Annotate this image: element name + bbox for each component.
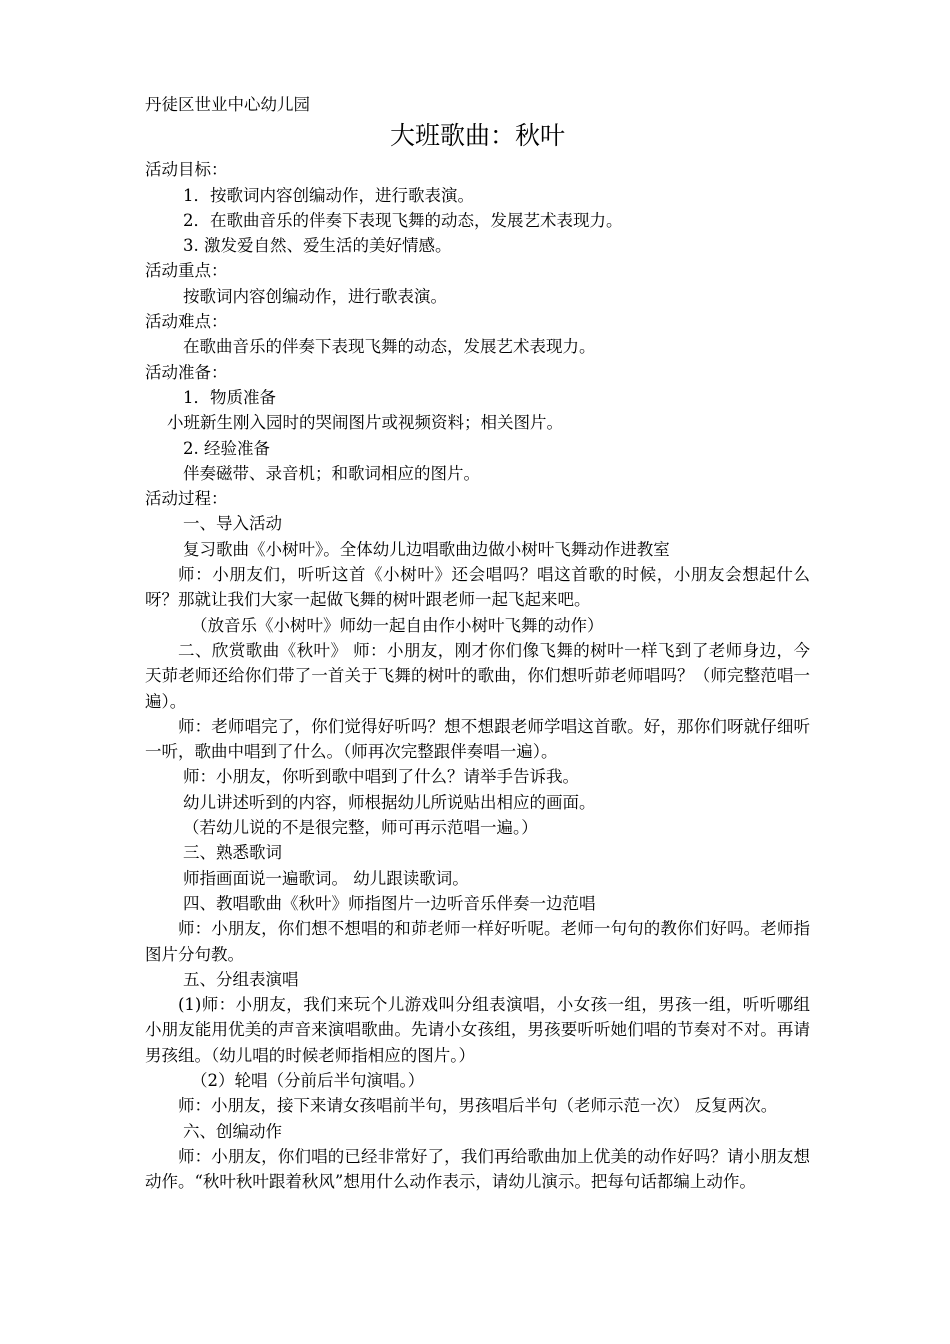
paragraph: 二、欣赏歌曲《秋叶》 师：小朋友，刚才你们像飞舞的树叶一样飞到了老师身边，今天茆老师还给你们带了一首关于飞舞的树叶的歌曲，你们想听茆老师唱吗？（师完整范唱一遍）。 bbox=[145, 640, 810, 711]
paragraph: 师：小朋友，你听到歌中唱到了什么？请举手告诉我。 bbox=[183, 767, 579, 787]
prep-material-text: 小班新生刚入园时的哭闹图片或视频资料；相关图片。 bbox=[167, 413, 563, 433]
prep-heading: 活动准备： bbox=[145, 362, 228, 382]
paragraph: （2）轮唱（分前后半句演唱。） bbox=[191, 1070, 425, 1090]
prep-material-label: 1．物质准备 bbox=[183, 387, 276, 407]
difficulty-heading: 活动难点： bbox=[145, 312, 228, 332]
goal-item: 1．按歌词内容创编动作，进行歌表演。 bbox=[183, 185, 474, 205]
section-title: 五、分组表演唱 bbox=[183, 969, 299, 989]
paragraph: 复习歌曲《小树叶》。全体幼儿边唱歌曲边做小树叶飞舞动作进教室 bbox=[183, 539, 670, 559]
difficulty-text: 在歌曲音乐的伴奏下表现飞舞的动态，发展艺术表现力。 bbox=[183, 337, 596, 357]
focus-text: 按歌词内容创编动作，进行歌表演。 bbox=[183, 286, 447, 306]
paragraph: （放音乐《小树叶》师幼一起自由作小树叶飞舞的动作） bbox=[191, 615, 604, 635]
document-page bbox=[145, 92, 810, 1194]
paragraph: 师：小朋友，接下来请女孩唱前半句，男孩唱后半句（老师示范一次） 反复两次。 bbox=[178, 1096, 778, 1116]
paragraph: （若幼儿说的不是很完整，师可再示范唱一遍。） bbox=[183, 818, 538, 838]
paragraph: 师：小朋友们，听听这首《小树叶》还会唱吗？唱这首歌的时候，小朋友会想起什么呀？那就让我们大家一起做飞舞的树叶跟老师一起飞起来吧。 bbox=[145, 565, 810, 610]
section-title: 六、创编动作 bbox=[183, 1121, 282, 1141]
focus-heading: 活动重点： bbox=[145, 261, 228, 281]
paragraph: (1)师：小朋友，我们来玩个儿游戏叫分组表演唱，小女孩一组，男孩一组，听听哪组小朋友能用优美的声音来演唱歌曲。先请小女孩组，男孩要听听她们唱的节奏对不对。再请男孩组。（幼儿唱的时候老师指相应的图片。） bbox=[145, 995, 810, 1065]
prep-experience-label: 2. 经验准备 bbox=[183, 438, 270, 458]
page-title: 大班歌曲：秋叶 bbox=[389, 121, 565, 151]
goal-item: 2．在歌曲音乐的伴奏下表现飞舞的动态，发展艺术表现力。 bbox=[183, 210, 623, 230]
paragraph: 幼儿讲述听到的内容，师根据幼儿所说贴出相应的画面。 bbox=[183, 792, 596, 812]
paragraph: 师：老师唱完了，你们觉得好听吗？想不想跟老师学唱这首歌。好，那你们呀就仔细听一听，歌曲中唱到了什么。（师再次完整跟伴奏唱一遍）。 bbox=[145, 716, 810, 762]
paragraph: 师：小朋友，你们想不想唱的和茆老师一样好听呢。老师一句句的教你们好吗。老师指图片分句教。 bbox=[145, 919, 810, 964]
paragraph: 师指画面说一遍歌词。 幼儿跟读歌词。 bbox=[183, 868, 469, 888]
paragraph: 师：小朋友，你们唱的已经非常好了，我们再给歌曲加上优美的动作好吗？请小朋友想动作。“秋叶秋叶跟着秋风”想用什么动作表示，请幼儿演示。把每句话都编上动作。 bbox=[145, 1146, 810, 1192]
process-heading: 活动过程： bbox=[145, 489, 228, 509]
section-title: 四、教唱歌曲《秋叶》师指图片一边听音乐伴奏一边范唱 bbox=[183, 893, 596, 913]
goals-heading: 活动目标： bbox=[145, 160, 228, 180]
prep-experience-text: 伴奏磁带、录音机；和歌词相应的图片。 bbox=[183, 463, 480, 483]
section-title: 三、熟悉歌词 bbox=[183, 843, 282, 863]
school-name: 丹徒区世业中心幼儿园 bbox=[145, 95, 310, 114]
section-title: 一、导入活动 bbox=[183, 514, 282, 534]
goal-item: 3. 激发爱自然、爱生活的美好情感。 bbox=[183, 236, 452, 256]
